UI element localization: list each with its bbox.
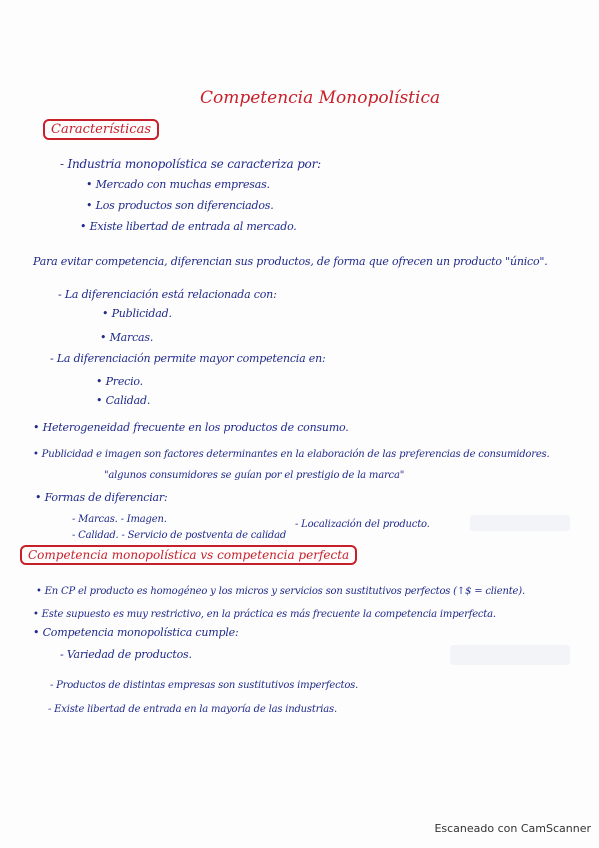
text-line: Para evitar competencia, diferencian sus productos, de forma que ofrecen un producto "único". [33,255,548,268]
text-line: - Productos de distintas empresas son sustitutivos imperfectos. [50,680,359,691]
text-line: • Precio. [96,375,143,388]
text-line: • Publicidad e imagen son factores determinantes en la elaboración de las preferencias de consumidores. [33,449,550,460]
text-line: • Calidad. [96,394,151,407]
text-line: • Publicidad. [102,307,172,320]
section-heading-comparacion: Competencia monopolística vs competencia perfecta [20,545,357,565]
scanner-watermark: Escaneado con CamScanner [434,822,591,835]
page-title: Competencia Monopolística [200,88,441,108]
text-line: - Industria monopolística se caracteriza por: [60,157,321,171]
bleed-through-mark [450,645,570,665]
text-line: • Existe libertad de entrada al mercado. [80,220,297,233]
text-line: - La diferenciación está relacionada con: [58,288,277,301]
text-line: - Existe libertad de entrada en la mayoría de las industrias. [48,704,337,715]
text-line: - Marcas. - Imagen. [72,514,167,525]
bleed-through-mark [470,515,570,531]
text-line: • Los productos son diferenciados. [86,199,274,212]
text-line: • Formas de diferenciar: [35,491,168,504]
text-line: • Este supuesto es muy restrictivo, en la práctica es más frecuente la competencia imperfecta. [33,609,496,620]
text-line: - Localización del producto. [295,519,430,530]
text-line: "algunos consumidores se guían por el prestigio de la marca" [104,470,405,481]
text-line: • En CP el producto es homogéneo y los micros y servicios son sustitutivos perfectos (↑$ = cliente). [36,586,525,597]
text-line: - La diferenciación permite mayor competencia en: [50,352,326,365]
text-line: • Heterogeneidad frecuente en los productos de consumo. [33,421,349,434]
text-line: - Variedad de productos. [60,648,192,661]
text-line: • Marcas. [100,331,154,344]
text-line: - Calidad. - Servicio de postventa de calidad [72,530,287,541]
section-heading-caracteristicas: Características [43,119,159,140]
text-line: • Mercado con muchas empresas. [86,178,270,191]
text-line: • Competencia monopolística cumple: [33,626,239,639]
